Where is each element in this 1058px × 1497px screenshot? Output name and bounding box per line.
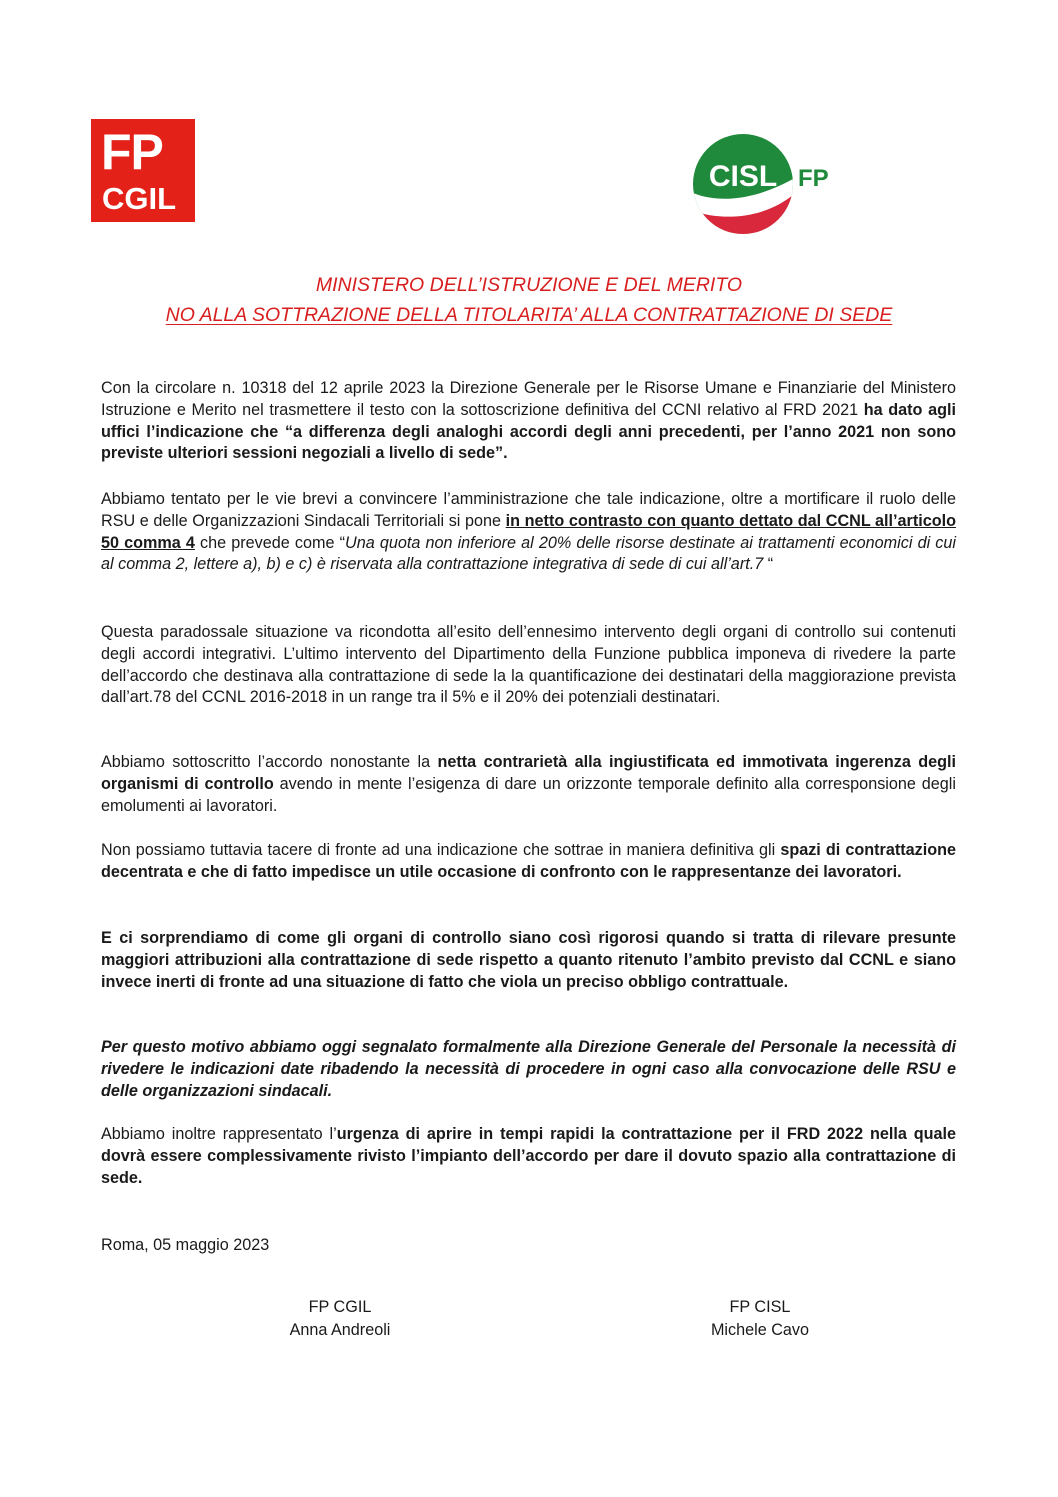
paragraph-6-bold: E ci sorprendiamo di come gli organi di controllo siano così rigorosi quando si tratta di rilevare presunte maggiori attribuzioni alla contrattazione di sede rispetto a quanto ritenuto l’ambito previsto dal CCNL e siano invece inerti di fronte ad una situazione di fatto che viola un preciso obbligo contrattuale. [101, 929, 956, 991]
document-date: Roma, 05 maggio 2023 [101, 1236, 270, 1254]
paragraph-1-text: Con la circolare n. 10318 del 12 aprile 2023 la Direzione Generale per le Risorse Umane e Finanziarie del Ministero Istruzione e Merito nel trasmettere il testo con la sottoscrizione definitiva del CCNI relativo al FRD 2021 [101, 379, 956, 419]
fp-cgil-logo-line1: FP [101, 124, 163, 180]
paragraph-8-text: Abbiamo inoltre rappresentato l’ [101, 1125, 337, 1143]
paragraph-7 [101, 1037, 956, 1102]
paragraph-2-text2: che prevede come “ [194, 533, 345, 552]
paragraph-8-bold: urgenza di aprire in tempi rapidi la contrattazione per il FRD 2022 nella quale dovrà essere complessivamente rivisto l’impianto dell’accordo per dare il dovuto spazio alla contrattazione di sede. [101, 1125, 956, 1187]
cisl-logo-suffix: FP [798, 165, 829, 192]
paragraph-4-text2: avendo in mente l’esigenza di dare un orizzonte temporale definito alla corresponsione degli emolumenti ai lavoratori. [101, 774, 956, 815]
paragraph-7-bold-italic: Per questo motivo abbiamo oggi segnalato formalmente alla Direzione Generale del Personale la necessità di rivedere le indicazioni date ribadendo la necessità di procedere in ogni caso alla convocazione delle RSU e delle organizzazioni sindacali. [101, 1038, 956, 1100]
paragraph-6 [101, 928, 956, 993]
paragraph-2 [101, 489, 956, 576]
paragraph-5-bold: spazi di contrattazione decentrata e che di fatto impedisce un utile occasione di confronto con le rappresentanze dei lavoratori. [101, 841, 956, 881]
paragraph-1-bold: ha dato agli uffici l’indicazione che “a differenza degli analoghi accordi degli anni precedenti, per l’anno 2021 non sono previste ulteriori sessioni negoziali a livello di sede”. [101, 400, 956, 463]
paragraph-2-ccnl-reference: in netto contrasto con quanto dettato dal CCNL all’articolo 50 comma 4 [101, 511, 956, 552]
document-title-line1: MINISTERO DELL’ISTRUZIONE E DEL MERITO [315, 274, 743, 296]
document-title-line2: NO ALLA SOTTRAZIONE DELLA TITOLARITA’ ALLA CONTRATTAZIONE DI SEDE [165, 304, 893, 326]
paragraph-3-text: Questa paradossale situazione va ricondotta all’esito dell’ennesimo intervento degli organi di controllo sui contenuti degli accordi integrativi. L’ultimo intervento del Dipartimento della Funzione pubblica imponeva di rivedere la parte dell’accordo che destinava alla contrattazione di sede la la quantificazione dei destinatari della maggiorazione prevista dall’art.78 del CCNL 2016-2018 in un range tra il 5% e il 20% dei potenziali destinatari. [101, 623, 956, 707]
fp-cgil-logo-line2: CGIL [102, 181, 177, 216]
paragraph-2-quote: Una quota non inferiore al 20% delle risorse destinate ai trattamenti economici di cui al comma 2, lettere a), b) e c) è riservata alla contrattazione integrativa di sede di cui all’art.7 [101, 533, 956, 574]
cisl-fp-logo [693, 133, 843, 236]
cisl-logo-text: CISL [708, 160, 778, 193]
paragraph-4 [101, 752, 956, 817]
paragraph-1 [101, 378, 956, 465]
fp-cgil-logo [91, 119, 195, 222]
paragraph-8 [101, 1124, 956, 1189]
signature-fp-cgil [240, 1296, 440, 1342]
signature-fp-cisl [660, 1296, 860, 1342]
paragraph-5-text: Non possiamo tuttavia tacere di fronte ad una indicazione che sottrae in maniera definitiva gli [101, 841, 781, 859]
paragraph-4-bold: netta contrarietà alla ingiustificata ed immotivata ingerenza degli organismi di controllo [101, 753, 956, 793]
paragraph-2-text3: “ [763, 555, 774, 574]
paragraph-4-text1: Abbiamo sottoscritto l’accordo nonostante la [101, 753, 438, 771]
signature-org: FP CGIL [308, 1298, 372, 1316]
signature-name: Michele Cavo [710, 1321, 810, 1339]
signature-name: Anna Andreoli [289, 1321, 391, 1339]
signature-org: FP CISL [729, 1298, 791, 1316]
paragraph-3 [101, 622, 956, 709]
paragraph-5 [101, 840, 956, 884]
paragraph-2-text1: Abbiamo tentato per le vie brevi a convincere l’amministrazione che tale indicazione, oltre a mortificare il ruolo delle RSU e delle Organizzazioni Sindacali Territoriali si pone [101, 490, 956, 530]
